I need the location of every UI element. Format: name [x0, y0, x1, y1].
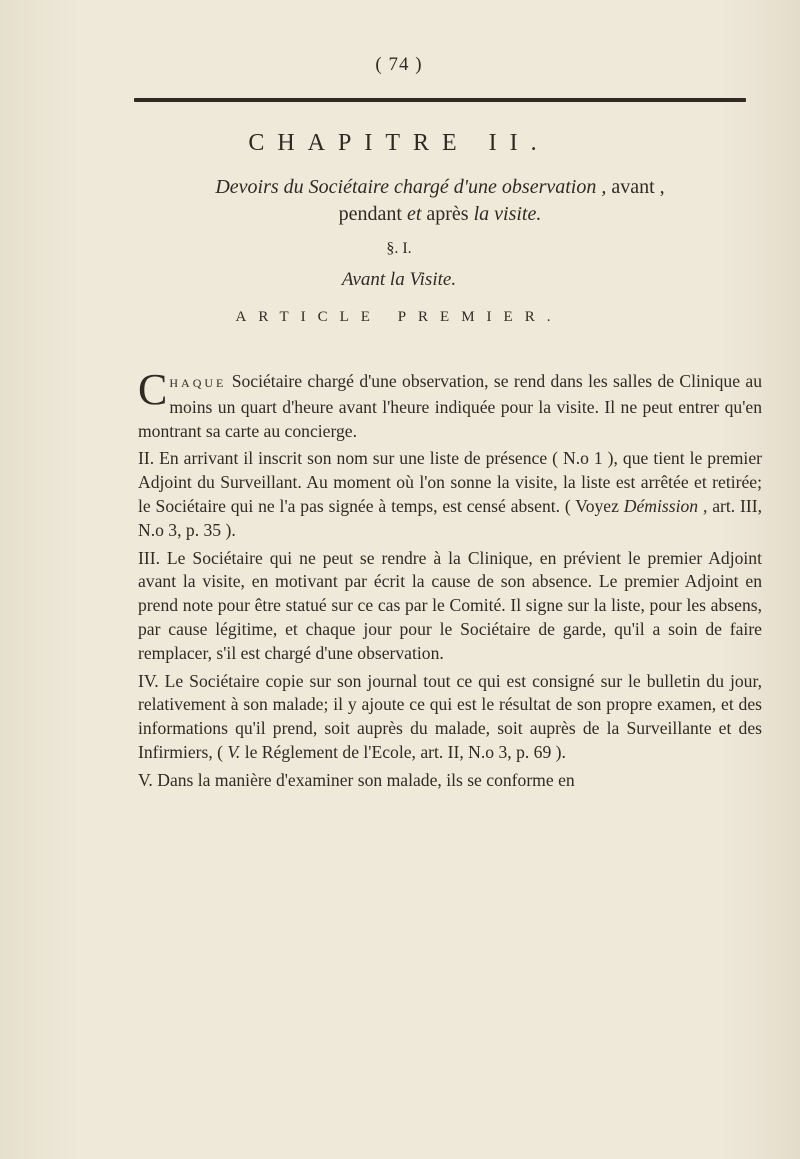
drop-cap: C: [138, 365, 168, 414]
paragraph-5: V. Dans la manière d'examiner son malade, ils se conforme en: [138, 769, 575, 790]
paragraph-4-text: IV. Le Sociétaire copie sur son journal tout ce qui est consigné sur le bulletin du jour, relativement à son malade; il y ajoute ce qui est le résultat de son propre examen, et des informations qu'il prend, soit auprès du malade, soit auprès de la Surveillante et des Infirmiers, (: [138, 670, 762, 762]
paragraph-4-end: le Réglement de l'Ecole, art. II, N.o 3, p. 69 ).: [240, 741, 566, 762]
article-heading: ARTICLE PREMIER.: [235, 309, 563, 325]
chapter-title-italic: Devoirs du Sociétaire chargé d'une observation ,: [215, 176, 607, 198]
paragraph-1-text: Sociétaire chargé d'une observation, se rend dans les salles de Clinique au moins un quart d'heure avant l'heure indiquée pour la visite. Il ne peut entrer qu'en montrant sa carte au concierge.: [138, 371, 762, 441]
paragraph-1-smallcaps: HAQUE: [169, 376, 227, 390]
chapter-title-line2-visite: la visite.: [473, 203, 542, 225]
paragraph-4: [138, 670, 762, 765]
paragraph-3: III. Le Sociétaire qui ne peut se rendre à la Clinique, en prévient le premier Adjoint avant la visite, en motivant par écrit la cause de son absence. Le premier Adjoint en prend note pour être statué sur ce cas par le Comité. Il signe sur la liste, pour les absens, par cause légitime, et chaque jour pour le Sociétaire de garde, qu'il a soin de faire remplacer, s'il est chargé d'une observation.: [138, 547, 762, 663]
chapter-title-line2-et: et: [406, 203, 422, 225]
chapter-heading: CHAPITRE II.: [248, 130, 550, 156]
paragraph-2-italic: Démission ,: [623, 495, 708, 516]
chapter-title-line2-b: après: [421, 203, 474, 225]
paragraph-2-text: II. En arrivant il inscrit son nom sur une liste de présence ( N.o 1 ), que tient le premier Adjoint du Surveillant. Au moment où l'on sonne la visite, la liste est arrêtée et retirée; le Sociétaire qui ne l'a pas signée à temps, est censé absent. ( Voyez: [138, 448, 762, 516]
page-number: ( 74 ): [375, 54, 423, 75]
section-number: §. I.: [386, 240, 412, 257]
chapter-title-line2-a: pendant: [338, 203, 407, 225]
chapter-title-normal: avant ,: [606, 176, 665, 198]
paragraph-2-end: art. III, N.o 3, p. 35 ).: [138, 495, 762, 540]
body-text: [138, 365, 762, 797]
page-header: [138, 52, 665, 328]
paragraph-4-italic: V.: [227, 741, 241, 762]
chapter-title: [134, 174, 746, 228]
paragraph-2: [138, 447, 762, 542]
header-rule: [134, 98, 746, 102]
paragraph-1: [138, 365, 762, 443]
section-title: Avant la Visite.: [341, 269, 457, 290]
